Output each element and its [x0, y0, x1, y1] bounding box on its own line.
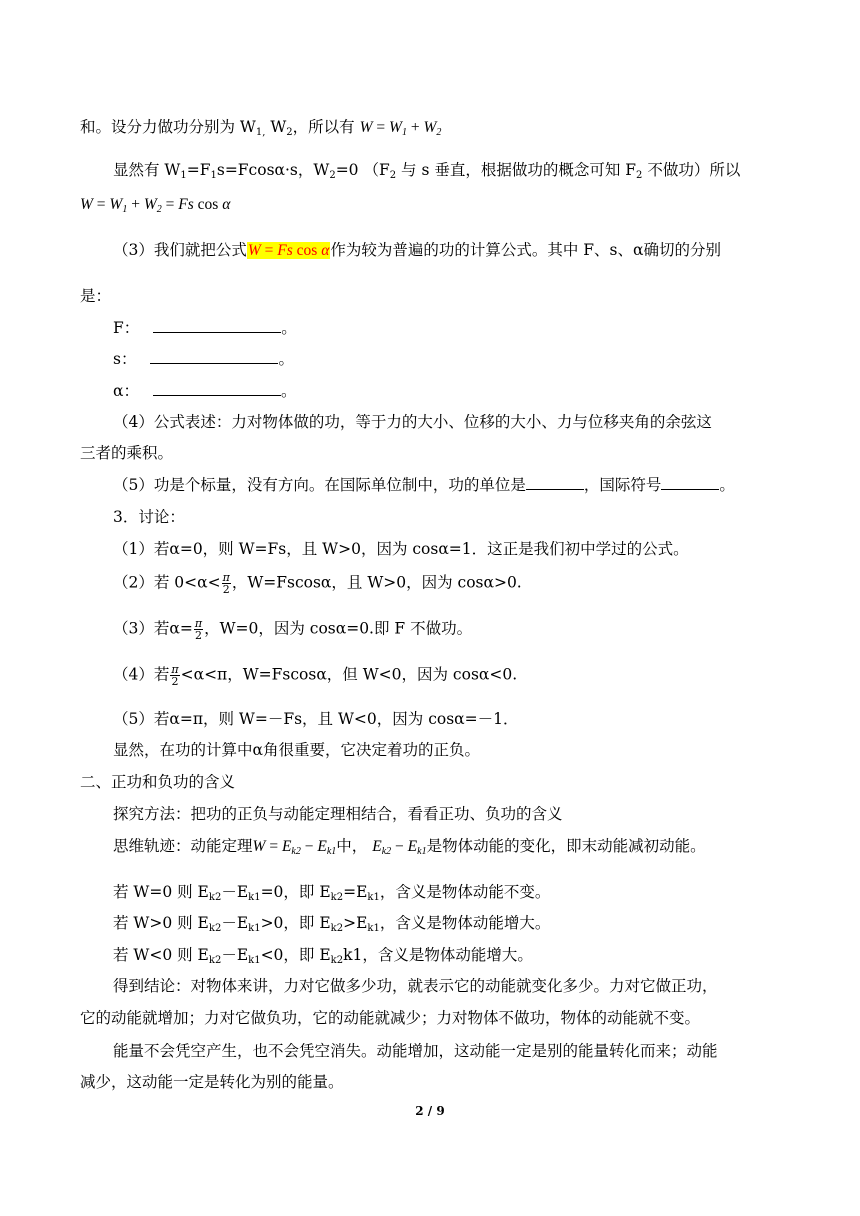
paragraph-line	[113, 160, 740, 180]
text: （3）我们就把公式	[113, 241, 247, 259]
fill-blank-s	[113, 349, 294, 369]
text: 与 s 垂直，根据做功的概念可知 F	[396, 161, 637, 179]
text: ，所以有	[292, 118, 355, 136]
paragraph-line	[113, 475, 735, 495]
paragraph-line: 探究方法：把功的正负与动能定理相结合，看看正功、负功的含义	[113, 805, 563, 823]
subscript: 1,	[255, 127, 266, 138]
text: ，W=0，因为 cosα=0.即 F 不做功。	[204, 619, 473, 638]
paragraph-line: 减少，这动能一定是转化为别的能量。	[80, 1073, 344, 1091]
fraction-pi-over-2: $\frac{\pi}{2}$	[194, 617, 203, 642]
label: α：	[113, 382, 139, 400]
subscript: 2	[389, 170, 397, 181]
section-heading: 二、正功和负功的含义	[80, 773, 236, 791]
text: 思维轨迹：动能定理	[113, 837, 253, 855]
paragraph-line: 若 W<0 则 $E_{k2}-E_{k1}<0$，即 $E_{k2}k1$，含义是物体动能增大。	[113, 946, 533, 966]
text: 和。设分力做功分别为 W	[80, 118, 256, 136]
text: （5）功是个标量，没有方向。在国际单位制中，功的单位是	[113, 476, 526, 494]
subscript: 1	[210, 170, 217, 181]
text: 。	[280, 382, 297, 400]
answer-blank[interactable]	[153, 381, 281, 396]
paragraph-line: 显然，在功的计算中α角很重要，它决定着功的正负。	[113, 741, 480, 759]
paragraph-line: （1）若α=0，则 W=Fs，且 W>0，因为 cosα=1．这正是我们初中学过的公式。	[113, 540, 689, 558]
text: W	[265, 118, 287, 136]
paragraph-line	[113, 240, 721, 261]
text: ，W=Fscosα，且 W>0，因为 cosα>0.	[231, 573, 522, 592]
paragraph-line	[113, 572, 522, 595]
fill-blank-alpha	[113, 381, 296, 401]
answer-blank[interactable]	[526, 475, 584, 490]
text: 。	[719, 476, 735, 494]
paragraph-line	[113, 664, 517, 687]
paragraph-line: （5）若α=π，则 W=－Fs，且 W<0，因为 cosα=－1．	[113, 710, 519, 728]
text: =F	[186, 161, 211, 179]
text: 。	[278, 350, 294, 368]
text: 中，	[336, 837, 368, 855]
paragraph-line: 三者的乘积。	[80, 444, 174, 462]
subscript: 2	[286, 127, 293, 138]
text: 是物体动能的变化，即末动能减初动能。	[426, 837, 706, 855]
formula-w-fscos: $W = W_1 + W_2 = Fs$ cos α	[80, 196, 231, 215]
paragraph-line: （4）公式表述：力对物体做的功，等于力的大小、位移的大小、力与位移夹角的余弦这	[113, 413, 712, 431]
paragraph-line	[113, 618, 472, 641]
paragraph-line	[113, 836, 706, 857]
fraction-pi-over-2: $\frac{\pi}{2}$	[171, 663, 179, 688]
text: ，国际符号	[583, 476, 662, 494]
paragraph-line: 得到结论：对物体来讲，力对它做多少功，就表示它的动能就变化多少。力对它做正功，	[113, 977, 718, 995]
answer-blank[interactable]	[661, 475, 719, 490]
answer-blank[interactable]	[153, 318, 281, 333]
subscript: 2	[636, 170, 643, 181]
text: 作为较为普遍的功的计算公式。其中 F、s、α确切的分别	[330, 241, 721, 259]
paragraph-line: 是：	[80, 287, 112, 305]
section-heading: 3．讨论：	[113, 508, 185, 526]
highlighted-formula: W = Fs cos α	[247, 242, 330, 259]
text: =0 （F	[335, 161, 390, 179]
subscript: 1	[180, 170, 187, 181]
formula-w-sum: $W = W_1 + W_2$	[359, 119, 442, 138]
paragraph-line: 若 W>0 则 $E_{k2}-E_{k1}>0$，即 $E_{k2}>E_{k1}$，含义是物体动能增大。	[113, 914, 551, 934]
fraction-pi-over-2: $\frac{\pi}{2}$	[222, 571, 230, 596]
text: s=Fcosα·s，W	[216, 161, 330, 179]
answer-blank[interactable]	[150, 349, 278, 364]
text: （3）若α=	[113, 619, 193, 638]
text: （2）若 0<α<	[113, 573, 221, 592]
label: F：	[113, 319, 140, 337]
label: s：	[113, 350, 137, 368]
formula-kinetic-theorem: $W = E_{k2} - E_{k1}$	[252, 838, 337, 857]
paragraph-line: 它的动能就增加；力对它做负功，它的动能就减少；力对物体不做功，物体的动能就不变。	[80, 1009, 701, 1027]
fill-blank-f	[113, 318, 297, 338]
formula-kinetic-change: $E_{k2} - E_{k1}$	[372, 838, 427, 857]
text: （4）若	[113, 665, 170, 684]
text: 。	[281, 319, 297, 337]
paragraph-line: 能量不会凭空产生，也不会凭空消失。动能增加，这动能一定是别的能量转化而来；动能	[113, 1042, 718, 1060]
text: 不做功）所以	[642, 161, 741, 179]
subscript: 2	[329, 170, 336, 181]
text: 显然有 W	[113, 161, 181, 179]
page-number: 2 / 9	[415, 1104, 445, 1118]
paragraph-line	[80, 117, 441, 138]
paragraph-line: 若 W=0 则 $E_{k2}-E_{k1}=0$，即 $E_{k2}=E_{k1}$，含义是物体动能不变。	[113, 883, 551, 903]
text: <α<π，W=Fscosα，但 W<0，因为 cosα<0.	[180, 665, 518, 684]
